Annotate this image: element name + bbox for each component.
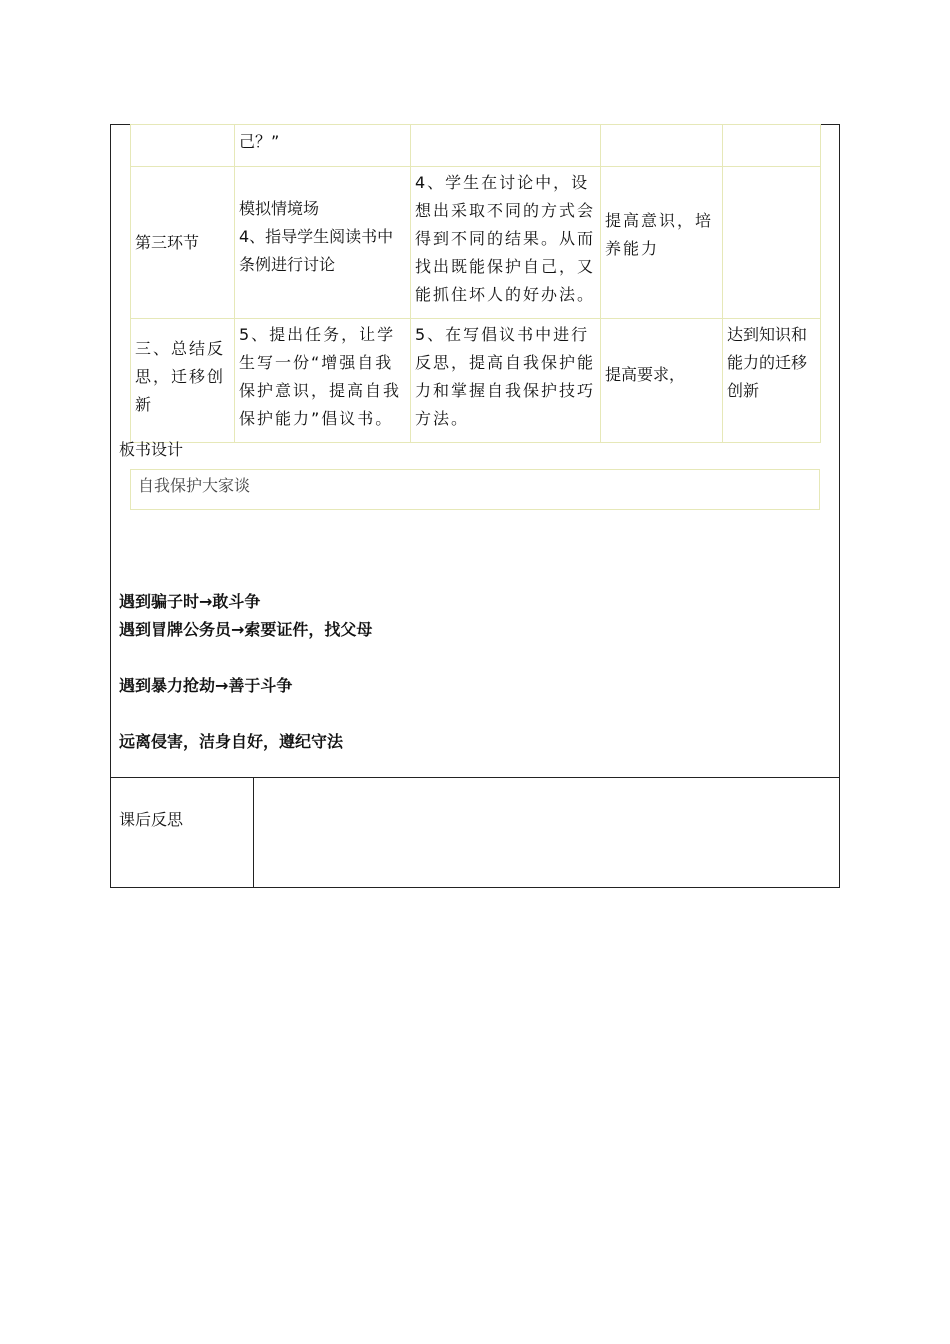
table-cell bbox=[411, 125, 601, 167]
table-row bbox=[131, 167, 821, 319]
table-row bbox=[131, 319, 821, 443]
stage-label: 第三环节 bbox=[135, 232, 200, 252]
board-design-heading: 板书设计 bbox=[119, 440, 184, 459]
design-intent-cell bbox=[601, 167, 723, 319]
board-line: 遇到冒牌公务员→索要证件，找父母 bbox=[119, 620, 373, 639]
reflection-content[interactable] bbox=[262, 809, 832, 879]
student-activity-cell bbox=[411, 319, 601, 443]
effect-cell bbox=[723, 167, 821, 319]
teacher-activity-text: 模拟情境场 4、指导学生阅读书中条例进行讨论 bbox=[239, 199, 394, 274]
table-cell bbox=[235, 125, 411, 167]
reflection-column-divider bbox=[253, 777, 254, 888]
design-intent-text: 提高要求， bbox=[605, 365, 686, 384]
board-title-box bbox=[130, 469, 820, 510]
board-title: 自我保护大家谈 bbox=[138, 476, 251, 495]
reflection-divider bbox=[110, 777, 840, 778]
effect-cell bbox=[723, 319, 821, 443]
design-intent-cell bbox=[601, 319, 723, 443]
teacher-activity-text: 5、提出任务，让学生写一份“增强自我保护意识，提高自我保护能力”倡议书。 bbox=[239, 325, 402, 428]
reflection-label: 课后反思 bbox=[119, 810, 184, 829]
stage-cell bbox=[131, 167, 235, 319]
effect-text: 达到知识和能力的迁移创新 bbox=[727, 325, 808, 400]
student-activity-text: 4、学生在讨论中，设想出采取不同的方式会得到不同的结果。从而找出既能保护自己，又能抓住坏人的好办法。 bbox=[415, 173, 596, 304]
stage-label: 三、总结反思，迁移创新 bbox=[135, 339, 226, 414]
table-cell bbox=[601, 125, 723, 167]
stage-cell bbox=[131, 319, 235, 443]
board-line: 远离侵害，洁身自好，遵纪守法 bbox=[119, 732, 344, 751]
design-intent-text: 提高意识，培养能力 bbox=[605, 211, 714, 258]
teacher-activity-cell bbox=[235, 167, 411, 319]
lesson-table bbox=[130, 124, 821, 443]
student-activity-text: 5、在写倡议书中进行反思，提高自我保护能力和掌握自我保护技巧方法。 bbox=[415, 325, 596, 428]
teacher-activity-cell bbox=[235, 319, 411, 443]
table-cell bbox=[131, 125, 235, 167]
table-cell bbox=[723, 125, 821, 167]
board-line: 遇到骗子时→敢斗争 bbox=[119, 592, 261, 611]
continuation-text: 己？” bbox=[239, 132, 280, 151]
board-line: 遇到暴力抢劫→善于斗争 bbox=[119, 676, 293, 695]
student-activity-cell bbox=[411, 167, 601, 319]
table-row bbox=[131, 125, 821, 167]
